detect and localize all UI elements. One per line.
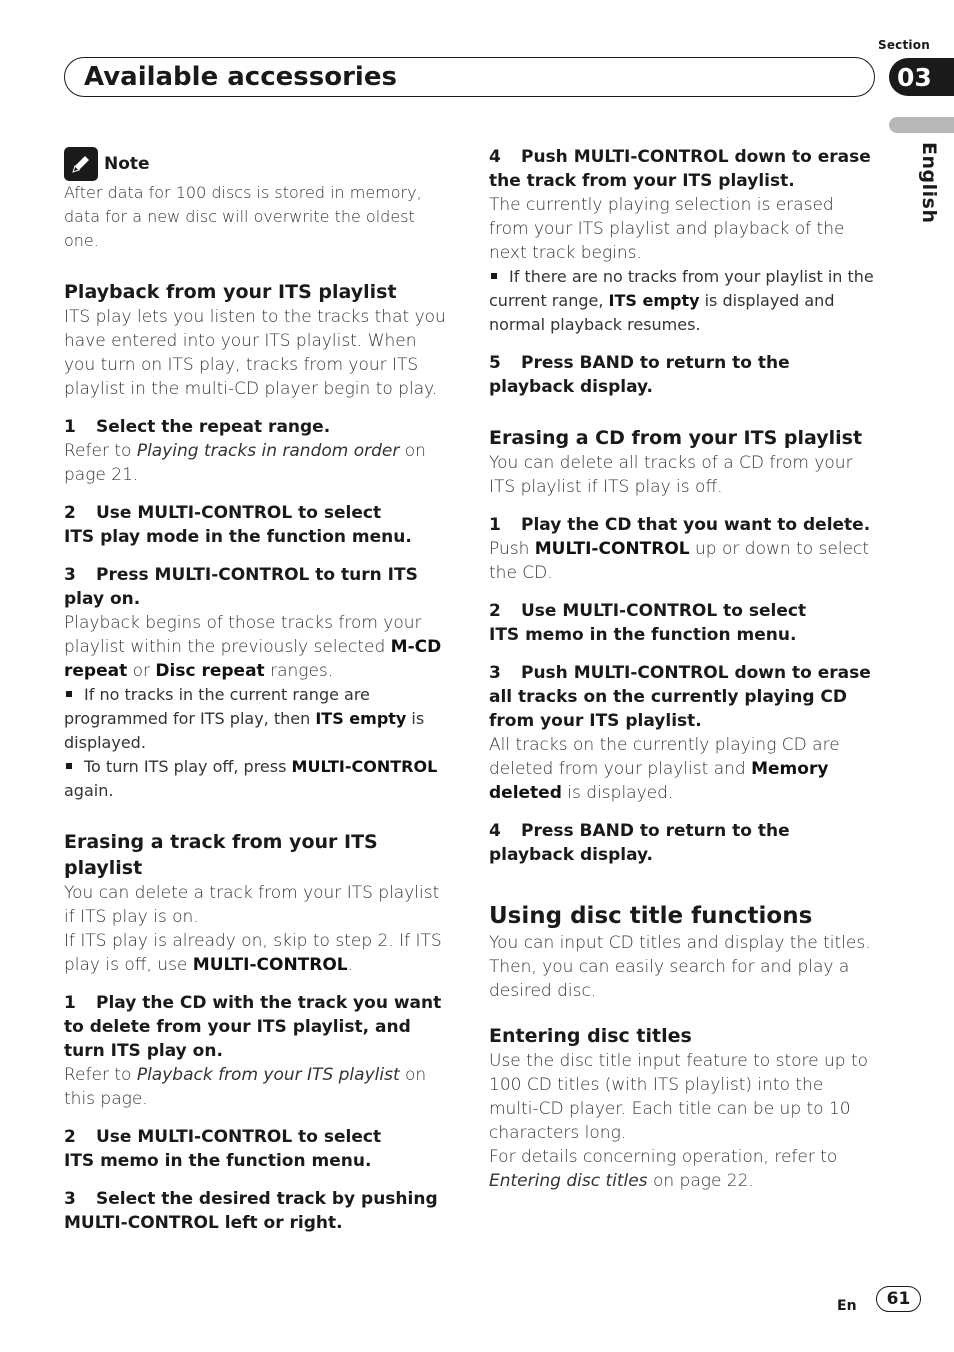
- erase-cd-step-4: 4 Press BAND to return to the playback display.: [489, 821, 790, 865]
- playback-step-1-reference: Playing tracks in random order: [136, 441, 400, 461]
- playback-heading: Playback from your ITS playlist: [64, 281, 397, 303]
- entering-titles-reference: Entering disc titles: [489, 1171, 648, 1191]
- bullet-square-icon: [66, 691, 72, 697]
- note-header: [64, 147, 449, 181]
- erase-track-step-5: 5 Press BAND to return to the playback display.: [489, 353, 790, 397]
- playback-bullet-1: If no tracks in the current range are programmed for ITS play, then ITS empty is displayed.: [64, 685, 425, 752]
- footer-language-code: En: [837, 1298, 857, 1314]
- bullet-square-icon: [491, 273, 497, 279]
- erase-track-step-3: 3 Select the desired track by pushing MULTI-CONTROL left or right.: [64, 1189, 438, 1233]
- erase-cd-step-2: 2 Use MULTI-CONTROL to select ITS memo in the function menu.: [489, 601, 807, 645]
- language-label: English: [918, 142, 940, 224]
- erase-track-step-4-text: The currently playing selection is erased from your ITS playlist and playback of the next track begins.: [489, 195, 845, 263]
- disc-title-heading: Using disc title functions: [489, 903, 813, 929]
- erase-cd-intro: You can delete all tracks of a CD from your ITS playlist if ITS play is off.: [489, 453, 853, 497]
- erase-track-intro-2: If ITS play is already on, skip to step 2. If ITS play is off, use MULTI-CONTROL.: [64, 931, 442, 975]
- bullet-square-icon: [66, 763, 72, 769]
- erase-cd-step-1-text: Push MULTI-CONTROL up or down to select the CD.: [489, 539, 870, 583]
- page-title: Available accessories: [84, 62, 397, 92]
- playback-intro: ITS play lets you listen to the tracks that you have entered into your ITS playlist. When you turn on ITS play, tracks from your ITS playlist in the multi-CD player begin to play.: [64, 307, 446, 399]
- erase-cd-step-3: 3 Push MULTI-CONTROL down to erase all tracks on the currently playing CD from your ITS playlist.: [489, 663, 871, 731]
- section-number-badge: 03: [889, 58, 954, 96]
- language-tab-marker: [889, 117, 954, 133]
- erase-cd-step-1: 1 Play the CD that you want to delete.: [489, 515, 871, 535]
- erase-cd-step-3-text: All tracks on the currently playing CD are deleted from your playlist and Memory deleted is displayed.: [489, 735, 840, 803]
- entering-titles-text-2: For details concerning operation, refer to Entering disc titles on page 22.: [489, 1147, 838, 1191]
- pencil-note-icon: [64, 147, 98, 181]
- section-label: Section: [878, 38, 930, 52]
- page-number: 61: [876, 1286, 921, 1312]
- note-text: After data for 100 discs is stored in memory, data for a new disc will overwrite the oldest one.: [64, 183, 422, 250]
- left-column: [64, 145, 449, 1235]
- erase-track-step-1-reference: Playback from your ITS playlist: [136, 1065, 400, 1085]
- playback-step-1-text: Refer to Playing tracks in random order on page 21.: [64, 441, 426, 485]
- erase-track-step-2: 2 Use MULTI-CONTROL to select ITS memo in the function menu.: [64, 1127, 382, 1171]
- erase-cd-heading: Erasing a CD from your ITS playlist: [489, 427, 863, 449]
- erase-track-step-4: 4 Push MULTI-CONTROL down to erase the track from your ITS playlist.: [489, 147, 871, 191]
- erase-track-intro-1: You can delete a track from your ITS playlist if ITS play is on.: [64, 883, 440, 927]
- playback-step-3: 3 Press MULTI-CONTROL to turn ITS play on.: [64, 565, 418, 609]
- entering-titles-text-1: Use the disc title input feature to store up to 100 CD titles (with ITS playlist) into the multi-CD player. Each title can be up to 10 characters long.: [489, 1051, 869, 1143]
- erase-track-step-1-text: Refer to Playback from your ITS playlist on this page.: [64, 1065, 427, 1109]
- erase-track-bullet: If there are no tracks from your playlist in the current range, ITS empty is displayed and normal playback resumes.: [489, 267, 874, 334]
- entering-titles-heading: Entering disc titles: [489, 1025, 692, 1047]
- right-column: [489, 145, 874, 1193]
- disc-title-intro: You can input CD titles and display the titles. Then, you can easily search for and play a desired disc.: [489, 933, 871, 1001]
- playback-bullet-2: To turn ITS play off, press MULTI-CONTROL again.: [64, 757, 438, 800]
- playback-step-1: 1 Select the repeat range.: [64, 417, 331, 437]
- erase-track-step-1: 1 Play the CD with the track you want to delete from your ITS playlist, and turn ITS play on.: [64, 993, 442, 1061]
- note-label: Note: [104, 154, 150, 174]
- erase-track-heading: Erasing a track from your ITS playlist: [64, 831, 378, 879]
- playback-step-2: 2 Use MULTI-CONTROL to select ITS play mode in the function menu.: [64, 503, 412, 547]
- playback-step-3-text: Playback begins of those tracks from your playlist within the previously selected M-CD repeat or Disc repeat ranges.: [64, 613, 442, 681]
